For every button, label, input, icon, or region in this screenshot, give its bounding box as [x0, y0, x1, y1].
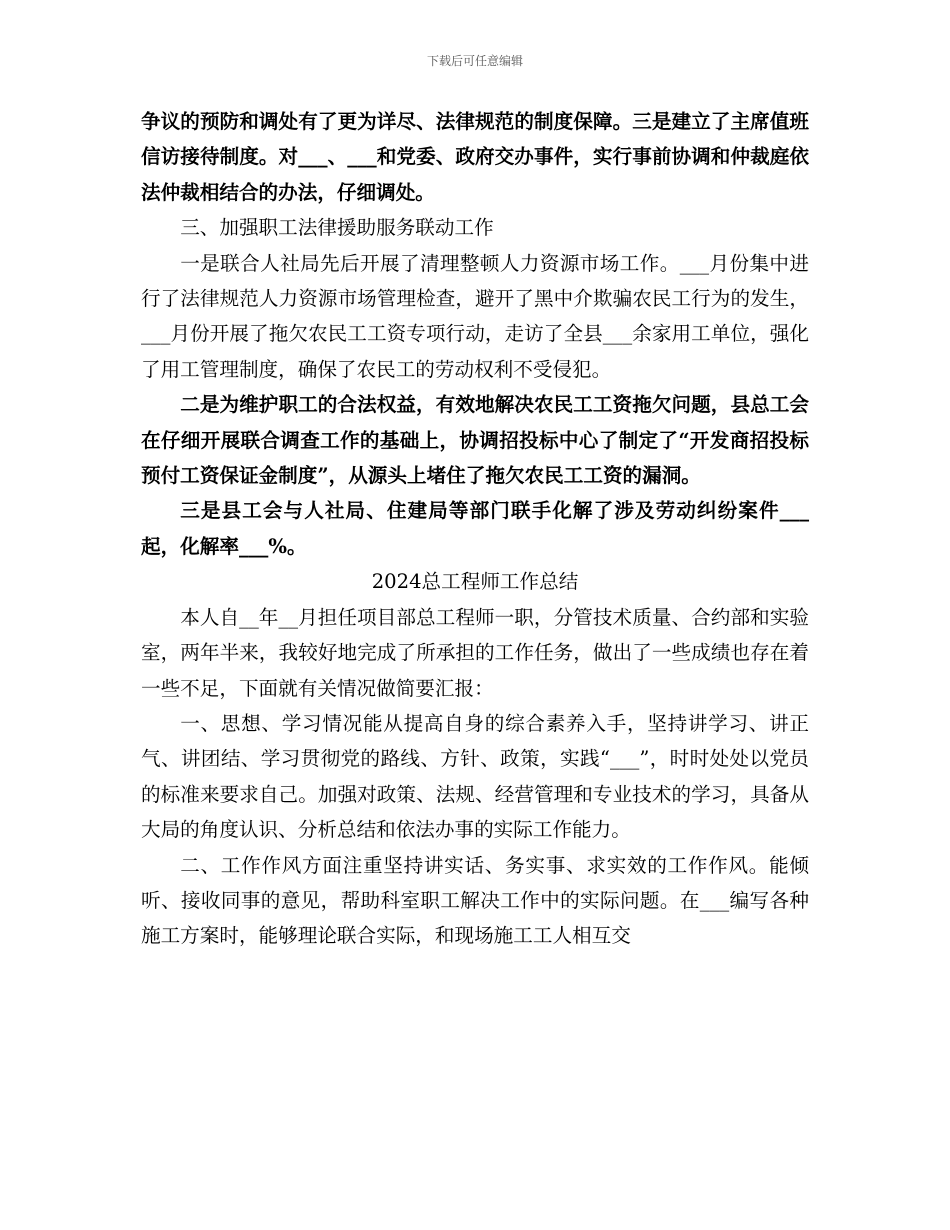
document-title: 2024总工程师工作总结	[371, 570, 579, 594]
paragraph-item-3: 三是县工会与人社局、住建局等部门联手化解了涉及劳动纠纷案件___起，化解率___%。	[141, 499, 809, 558]
paragraph-item-2: 二是为维护职工的合法权益，有效地解决农民工工资拖欠问题，县总工会在仔细开展联合调查工作的基础上，协调招投标中心了制定了“开发商招投标预付工资保证金制度”，从源头上堵住了拖欠农民工工资的漏洞。	[141, 393, 809, 488]
section-heading-3: 三、加强职工法律援助服务联动工作	[180, 216, 494, 240]
paragraph-intro: 本人自__年__月担任项目部总工程师一职，分管技术质量、合约部和实验室，两年半来，我较好地完成了所承担的工作任务，做出了一些成绩也存在着一些不足，下面就有关情况做简要汇报：	[141, 605, 809, 700]
paragraph-item-1: 一是联合人社局先后开展了清理整顿人力资源市场工作。___月份集中进行了法律规范人力资源市场管理检查，避开了黑中介欺骗农民工行为的发生，___月份开展了拖欠农民工工资专项行动，走访了全县___余家用工单位，强化了用工管理制度，确保了农民工的劳动权利不受侵犯。	[141, 251, 809, 381]
document-body	[141, 104, 809, 954]
page-header: 下载后可任意编辑	[426, 54, 523, 68]
paragraph-section-1: 一、思想、学习情况能从提高自身的综合素养入手，坚持讲学习、讲正气、讲团结、学习贯彻党的路线、方针、政策，实践“___”，时时处处以党员的标准来要求自己。加强对政策、法规、经营管理和专业技术的学习，具备从大局的角度认识、分析总结和依法办事的实际工作能力。	[141, 711, 809, 842]
paragraph-continuation: 争议的预防和调处有了更为详尽、法律规范的制度保障。三是建立了主席值班信访接待制度。对___、___和党委、政府交办事件，实行事前协调和仲裁庭依法仲裁相结合的办法，仔细调处。	[141, 110, 809, 204]
paragraph-section-2: 二、工作作风方面注重坚持讲实话、务实事、求实效的工作作风。能倾听、接收同事的意见，帮助科室职工解决工作中的实际问题。在___编写各种施工方案时，能够理论联合实际，和现场施工工人相互交	[141, 853, 809, 948]
